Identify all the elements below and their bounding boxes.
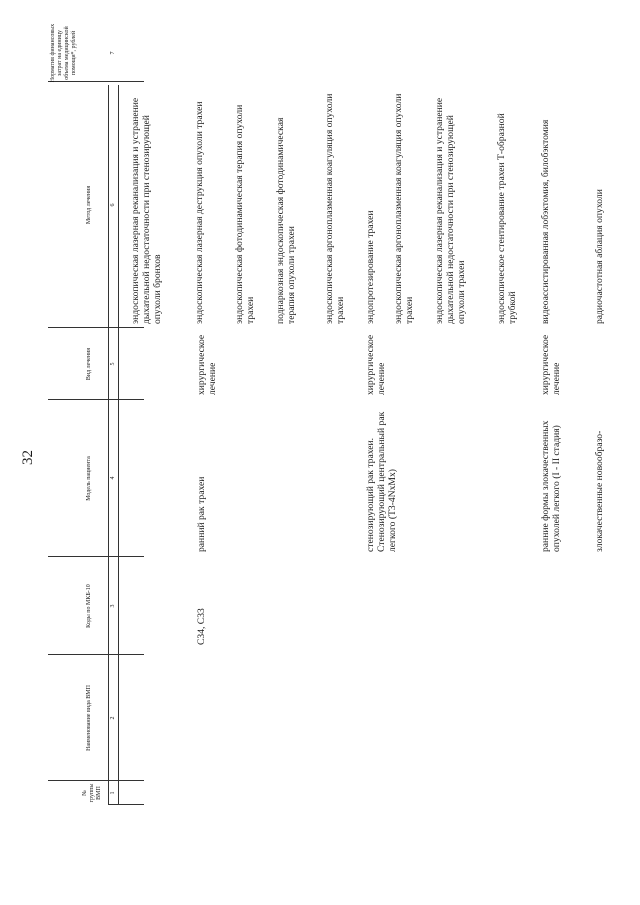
patient-model-cell: стенозирующий рак трахеи. Стенозирующий центральный рак легкого (T3-4NxMx) — [365, 411, 399, 552]
patient-model-cell: злокачественные новообразо- — [594, 430, 605, 552]
method-cell: эндопротезирование трахеи — [365, 210, 376, 324]
col-number-7: 7 — [110, 51, 116, 55]
col-border-3 — [48, 556, 144, 557]
col-border-1 — [48, 780, 144, 781]
header-col-5: Вид лечения — [86, 347, 92, 381]
treatment-type-cell: хирургическое лечение — [365, 334, 388, 395]
header-col-7: Норматив финансовых затрат на единицу объема медицинской помощи*, рублей — [50, 23, 77, 83]
method-cell: эндоскопическая аргоноплазменная коагуляция опухоли трахеи — [393, 93, 416, 324]
icd-codes-cell: C34, C33 — [196, 608, 207, 645]
method-cell: радиочастотная аблация опухоли — [594, 189, 605, 324]
method-cell: поднаркозная эндоскопическая фотодинамическая терапия опухоли трахеи — [275, 117, 298, 324]
method-cell: эндоскопическая лазерная реканализация и устранение дыхательной недостаточности при стенозирующей опухоли трахеи — [434, 97, 468, 324]
col-border-2 — [48, 654, 144, 655]
col-number-3: 3 — [110, 604, 116, 608]
patient-model-cell: ранний рак трахеи — [196, 476, 207, 552]
method-cell: эндоскопическая аргоноплазменная коагуляция опухоли трахеи — [324, 93, 347, 324]
method-cell: эндоскопическая лазерная реканализация и устранение дыхательной недостаточности при стенозирующей опухоли бронхов — [130, 97, 164, 324]
table-top-border — [108, 85, 109, 805]
col-number-1: 1 — [110, 791, 116, 795]
treatment-type-cell: хирургическое лечение — [196, 334, 219, 395]
method-cell: эндоскопическая фотодинамическая терапия опухоли трахеи — [234, 104, 257, 324]
col-number-2: 2 — [110, 716, 116, 720]
method-cell: эндоскопическое стентирование трахеи Т-образной трубкой — [496, 113, 519, 324]
page-number: 32 — [20, 450, 36, 465]
method-cell: эндоскопическая лазерная деструкция опухоли трахеи — [194, 101, 205, 324]
col-border-4 — [48, 399, 144, 400]
col-number-5: 5 — [110, 362, 116, 366]
header-separator — [118, 85, 119, 805]
header-col-2: Наименование вида ВМП — [86, 685, 92, 751]
header-col-3: Коды по МКБ-10 — [86, 584, 92, 628]
header-col-4: Модель пациента — [86, 456, 92, 501]
treatment-type-cell: хирургическое лечение — [540, 334, 563, 395]
col-border-5 — [48, 327, 144, 328]
col-number-6: 6 — [110, 203, 116, 207]
col-border-0 — [108, 804, 144, 805]
method-cell: видеоассистированная лобэктомия, билобэктомия — [540, 119, 551, 324]
col-number-4: 4 — [110, 476, 116, 480]
header-col-1: № группы ВМП — [82, 783, 102, 803]
header-col-6: Метод лечения — [86, 185, 92, 225]
patient-model-cell: ранние формы злокачественных опухолей легкого (I - II стадия) — [540, 420, 563, 552]
